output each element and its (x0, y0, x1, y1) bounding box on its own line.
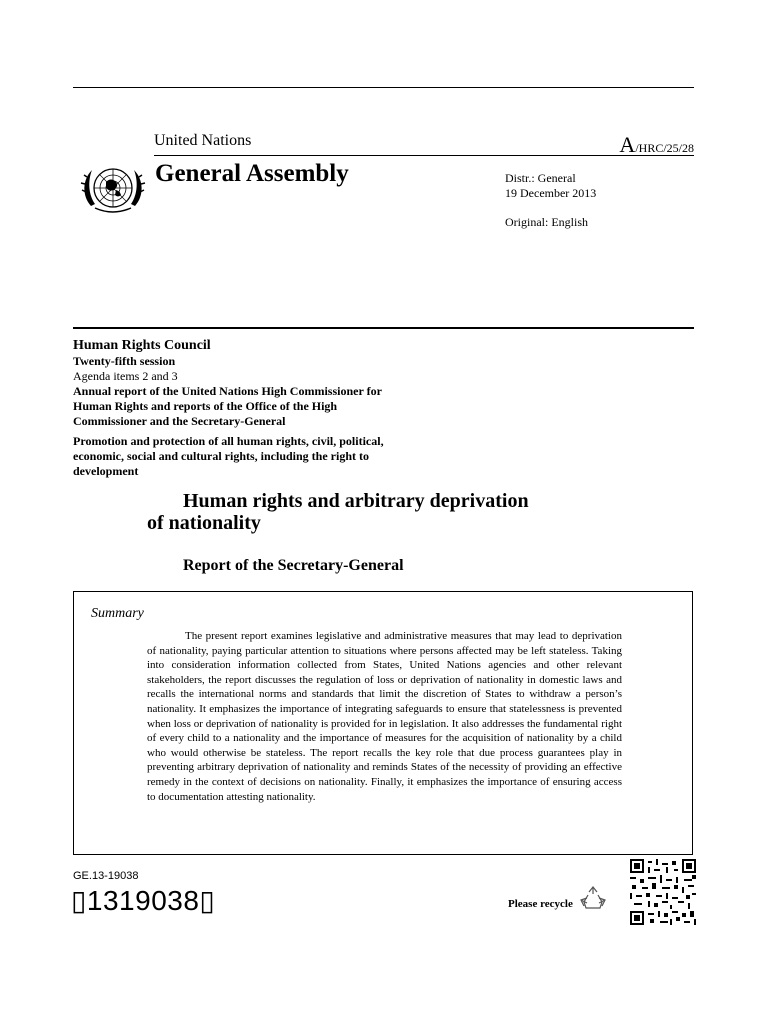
header-rule (154, 155, 694, 156)
agenda-item-subtitle: Promotion and protection of all human rights, civil, political, economic, social and cultural rights, including the right to development (73, 434, 384, 478)
summary-heading: Summary (91, 606, 144, 621)
document-date: 19 December 2013 (505, 186, 597, 200)
qr-code-icon (630, 859, 696, 925)
report-subtitle: Report of the Secretary-General (183, 557, 404, 574)
agenda-item-title: Annual report of the United Nations High Commissioner for Human Rights and reports of the Office of the High Commissioner and the Secretary-General (73, 384, 382, 428)
body-title: General Assembly (155, 160, 349, 187)
top-rule (73, 87, 694, 88)
summary-text: The present report examines legislative and administrative measures that may lead to deprivation of nationality, paying particular attention to situations where persons affected may be left stateless. Taking into consideration information collected from States, United Nations agencies and other relevant stakeholders, the report discusses the regulation of loss or deprivation of nationality in domestic laws and recalls the international norms and standards that limit the discretion of States to withdraw a person’s nationality. It emphasizes the importance of integrating safeguards to ensure that statelessness is prevented when loss or deprivation of nationality is provided for in legislation. It also addresses the fundamental right of every child to a nationality and the importance of measures for the acquisition of nationality by a child who would otherwise be stateless. The report recalls the key role that due process guarantees play in preventing arbitrary deprivation of nationality and reminds States of the necessity of providing an effective remedy in the context of decisions on nationality. Finally, it emphasizes the importance of ensuring access to documentation attesting nationality. (147, 630, 622, 803)
section-rule (73, 327, 694, 329)
distribution: Distr.: General (505, 171, 576, 185)
report-title-line-2: of nationality (147, 512, 261, 534)
symbol-rest: /HRC/25/28 (635, 141, 694, 155)
report-title (147, 490, 597, 534)
un-emblem-icon (78, 162, 148, 220)
original-language: Original: English (505, 215, 588, 229)
report-title-line-1: Human rights and arbitrary deprivation (183, 490, 529, 512)
council-name: Human Rights Council (73, 338, 211, 353)
symbol-prefix: A (619, 132, 636, 157)
council-block (73, 337, 413, 479)
session: Twenty-fifth session (73, 354, 176, 368)
job-number: GE.13-19038 (73, 870, 139, 882)
agenda-items: Agenda items 2 and 3 (73, 369, 178, 383)
organization-name: United Nations (154, 132, 252, 149)
summary-box (73, 591, 693, 855)
please-recycle-label: Please recycle (508, 898, 573, 910)
recycle-icon (580, 886, 606, 912)
distribution-info (505, 171, 596, 201)
barcode-text: ▯1319038▯ (71, 885, 216, 916)
